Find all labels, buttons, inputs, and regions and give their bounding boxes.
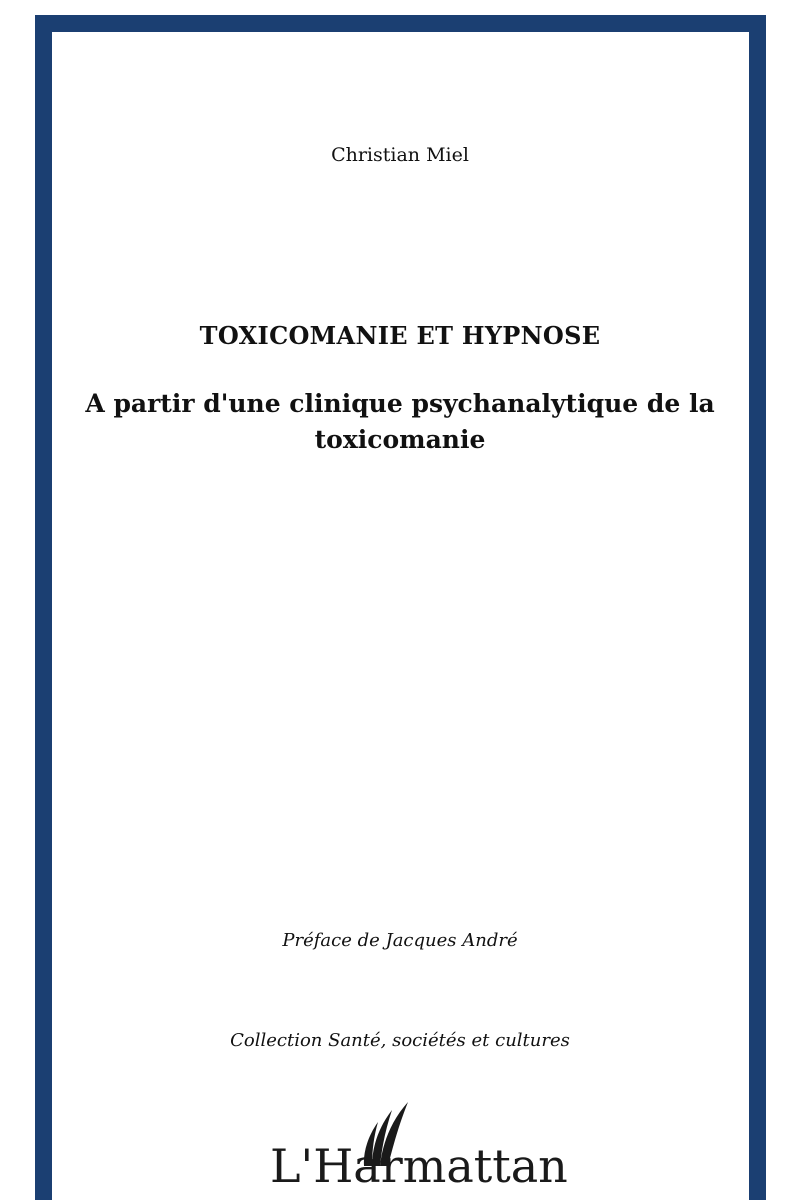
publisher-logo <box>270 1098 568 1194</box>
cover-border-frame <box>35 15 766 1200</box>
publisher-name: L'Harmattan <box>270 1139 568 1193</box>
book-title: TOXICOMANIE ET HYPNOSE <box>199 321 601 350</box>
book-subtitle: A partir d'une clinique psychanalytique de la toxicomanie <box>85 389 715 454</box>
preface-credit: Préface de Jacques André <box>282 930 518 951</box>
collection-name: Collection Santé, sociétés et cultures <box>230 1030 570 1051</box>
author-name: Christian Miel <box>331 144 469 166</box>
